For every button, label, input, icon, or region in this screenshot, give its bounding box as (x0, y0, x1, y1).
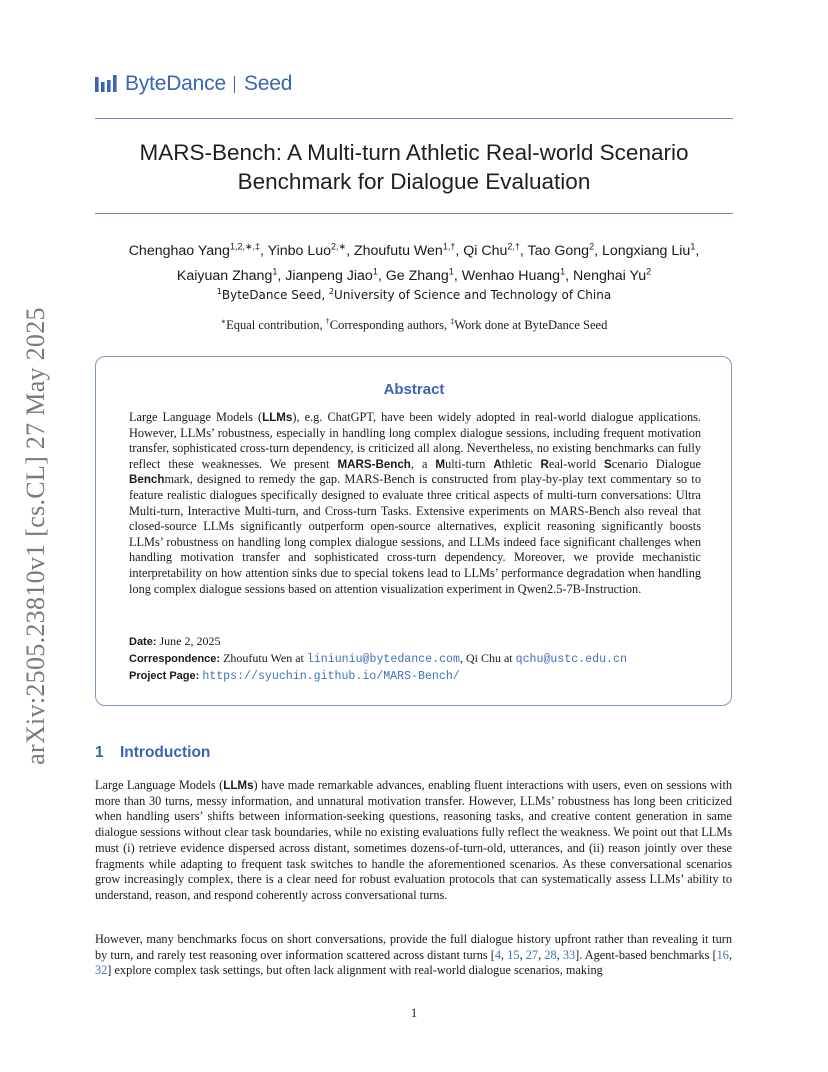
intro-paragraph-2: However, many benchmarks focus on short conversations, provide the full dialogue history upfront rather than revealing it turn by turn, and rarely test reasoning over information scattered across distant turns [4, 15, 27, 28, 33]. Agent-based benchmarks [16, 32] explore complex task settings, but often lack alignment with real-world dialogue scenarios, making (95, 932, 733, 978)
author-note: †Corresponding authors, (325, 317, 451, 333)
author-line-2 (80, 262, 748, 288)
meta-correspondence (129, 651, 709, 666)
affiliation: $^2$University of Science and Technology of China (328, 287, 612, 302)
author-name: Qi Chu$^{2,\dagger}$, (463, 241, 528, 259)
email-link-2[interactable]: qchu@ustc.edu.cn (515, 653, 627, 666)
project-page-link[interactable]: https://syuchin.github.io/MARS-Bench/ (202, 670, 460, 683)
author-name: Yinbo Luo$^{2,∗}$, (267, 241, 354, 259)
author-name: Nenghai Yu$^2$ (572, 266, 652, 285)
author-name: Wenhao Huang$^1$, (461, 266, 573, 285)
author-list (80, 236, 748, 287)
logo-brand: ByteDance (125, 72, 226, 95)
author-name: Zhoufutu Wen$^{1,\dagger}$, (353, 241, 464, 259)
author-name: Chenghao Yang$^{1,2,∗,\ddagger}$, (128, 241, 268, 259)
project-page-label: Project Page: (129, 670, 200, 682)
title-line-1: MARS-Bench: A Multi-turn Athletic Real-world Scenario (139, 140, 689, 165)
date-label: Date: (129, 636, 157, 648)
bytedance-seed-logo (95, 70, 292, 98)
title-rule (95, 213, 733, 214)
paper-title (95, 138, 733, 196)
citation-link[interactable]: 33 (562, 947, 576, 962)
citation-link[interactable]: 28 (544, 947, 557, 962)
correspondence-name-2: , Qi Chu at (459, 651, 516, 665)
title-line-2: Benchmark for Dialogue Evaluation (237, 169, 591, 194)
meta-date (129, 634, 709, 649)
correspondence-label: Correspondence: (129, 653, 221, 665)
section-heading (95, 744, 210, 762)
abstract-heading: Abstract (383, 381, 445, 398)
citation-link[interactable]: 32 (95, 963, 108, 978)
arxiv-stamp-text: arXiv:2505.23810v1 [cs.CL] 27 May 2025 (21, 307, 50, 765)
citation-link[interactable]: 4 (494, 947, 502, 962)
affiliations (95, 287, 733, 302)
meta-project-page (129, 668, 709, 683)
logo-divider (234, 76, 235, 93)
logo-product: Seed (243, 72, 293, 95)
arxiv-side-stamp (8, 300, 64, 772)
author-notes (95, 317, 733, 333)
affiliation: $^1$ByteDance Seed, (216, 287, 329, 302)
author-name: Tao Gong$^2$, (527, 241, 602, 259)
email-link-1[interactable]: liniuniu@bytedance.com (306, 653, 460, 666)
author-note: ‡Work done at ByteDance Seed (450, 317, 608, 333)
date-value: June 2, 2025 (159, 634, 221, 648)
author-name: Jianpeng Jiao$^1$, (285, 266, 386, 285)
correspondence-name-1: Zhoufutu Wen at (223, 651, 307, 665)
citation-link[interactable]: 16 (716, 947, 729, 962)
author-name: Longxiang Liu$^1$, (601, 241, 700, 259)
author-note: ∗Equal contribution, (220, 317, 326, 333)
section-number: 1 (95, 744, 104, 761)
citation-link[interactable]: 15 (507, 947, 520, 962)
page-number: 1 (410, 1006, 418, 1020)
abstract-text: Large Language Models (LLMs), e.g. ChatGPT, have been widely adopted in real-world dialogue applications. However, LLMs’ robustness, especially in handling long complex dialogue sessions, including frequent motivation transfer, sophisticated cross-turn dependency, is criticized all along. Nevertheless, no existing benchmarks can fully reflect these weaknesses. We present MARS-Bench, a Multi-turn Athletic Real-world Scenario Dialogue Benchmark, designed to remedy the gap. MARS-Bench is constructed from play-by-play text commentary so to feature realistic dialogues specifically designed to evaluate three critical aspects of multi-turn conversations: Ultra Multi-turn, Interactive Multi-turn, and Cross-turn Tasks. Extensive experiments on MARS-Bench also reveal that closed-source LLMs significantly outperform open-source alternatives, explicit reasoning significantly boosts LLMs’ robustness on handling long complex dialogue sessions, and LLMs indeed face significant challenges when handling motivation transfer and sophisticated cross-turn dependency. Moreover, we provide mechanistic interpretability on how attention sinks due to special tokens lead to LLMs’ performance degradation when handling long complex dialogue sessions based on attention visualization experiment in Qwen2.5-7B-Instruction. (129, 410, 701, 596)
intro-paragraph-1: Large Language Models (LLMs) have made remarkable advances, enabling fluent interactions with users, even on sessions with more than 30 turns, messy information, and unnatural motivation transfer. However, LLMs’ robustness has long been criticized when handling users’ shifts between information-seeking questions, reasoning tasks, and creative content generation in same dialogue sessions without clear task boundaries, while no existing evaluations fully reflect the weakness. We point out that LLMs must (i) retrieve evidence dispersed across distant, sometimes dozens-of-turn-old, utterances, and (ii) reason jointly over these fragments while adapting to frequent task switches to handle the aforementioned scenarios. As these conversational scenarios grow increasingly complex, there is a clear need for robust evaluation protocols that can systematically assess LLMs’ ability to understand, reason, and respond coherently across conversational turns. (95, 778, 733, 902)
bytedance-bars-icon (95, 74, 119, 94)
citation-link[interactable]: 27 (525, 947, 539, 962)
logo-text (125, 72, 292, 96)
author-name: Ge Zhang$^1$, (385, 266, 462, 285)
section-title: Introduction (120, 744, 211, 761)
top-rule (95, 118, 733, 119)
author-line-1 (80, 236, 748, 262)
author-name: Kaiyuan Zhang$^1$, (176, 266, 286, 285)
